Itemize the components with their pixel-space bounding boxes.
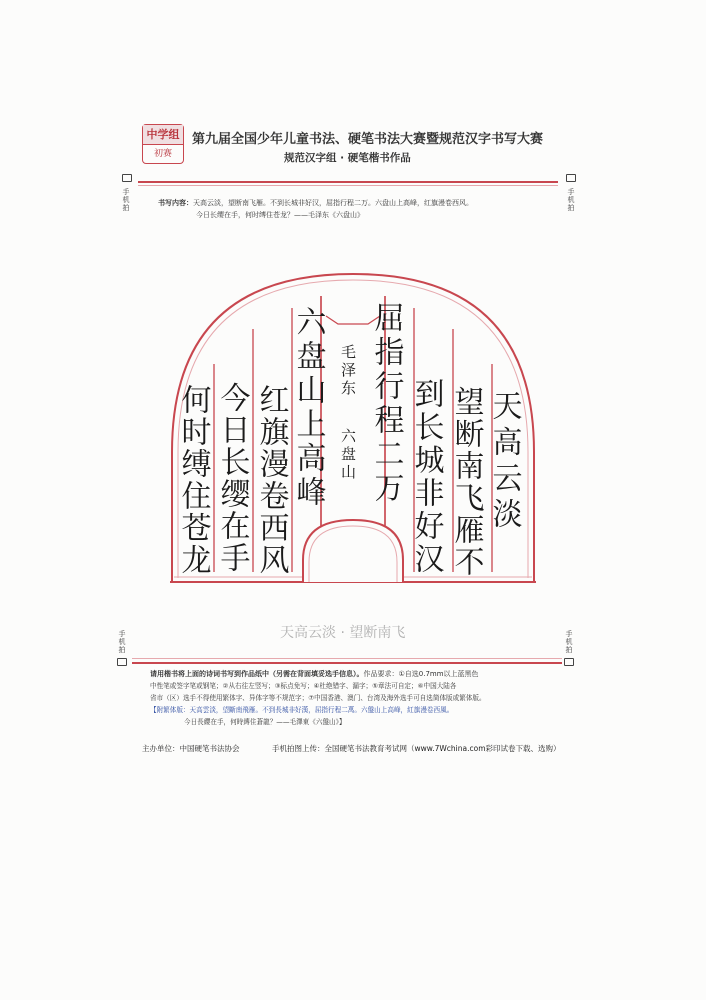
top-divider-thin: [138, 185, 558, 186]
column-text: 屈指行程二万: [368, 302, 404, 506]
column-text: 天高云淡: [486, 390, 522, 534]
poem-title-column: [336, 428, 360, 482]
requirements-line1: [150, 668, 570, 680]
bleed-through-text: 天高云淡 · 望断南飞: [280, 625, 406, 641]
column-text: 红旗漫卷西风: [253, 384, 289, 576]
poem-column-8: [175, 384, 211, 576]
poem-title: 六盘山: [339, 428, 357, 482]
camera-icon: [564, 658, 574, 666]
page-title: 第九届全国少年儿童书法、硬笔书法大赛暨规范汉字书写大赛: [192, 132, 544, 147]
requirements-line3: 省市（区）选手不得使用繁体字、异体字等不规范字；⑦中国香港、澳门、台湾及海外选手可自选简体版或繁体版。: [150, 694, 486, 702]
poem-column-4: [368, 302, 404, 506]
side-label-bottom-left: 手机拍: [118, 630, 126, 654]
camera-icon: [122, 174, 132, 182]
requirement-bold: 请用楷书将上面的诗词书写到作品纸中（另需在背面填妥选手信息）。: [150, 670, 364, 678]
author-name: 毛泽东: [339, 344, 357, 398]
poem-column-3: [408, 378, 444, 576]
page-subtitle: 规范汉字组 · 硬笔楷书作品: [284, 152, 411, 164]
requirement-rest: 作品要求：①自选0.7mm以上蓝黑色: [363, 670, 479, 678]
side-label-top-left: 手机拍: [122, 188, 130, 212]
upload-text: 手机拍图上传：全国硬笔书法教育考试网（www.7Wchina.com彩印试卷下载、选购）: [272, 744, 561, 753]
poem-column-1: [486, 390, 522, 534]
column-text: 何时缚住苍龙: [175, 384, 211, 576]
traditional-ref-line1: 【附繁体版：天高雲淡，望斷南飛雁。不到長城非好漢，屈指行程二萬。六盤山上高峰，紅旗漫卷西風。: [150, 706, 454, 714]
content-line2: 今日长缨在手，何时缚住苍龙？——毛泽东《六盘山》: [196, 211, 364, 219]
group-label: 中学组: [143, 125, 183, 144]
bottom-divider: [132, 662, 562, 664]
author-column: [336, 344, 360, 398]
top-divider: [138, 181, 558, 183]
camera-icon: [117, 658, 127, 666]
column-text: 到长城非好汉: [408, 378, 444, 576]
content-instructions: [158, 197, 558, 221]
organizer-text: 主办单位：中国硬笔书法协会: [142, 744, 240, 753]
traditional-ref-line2: 今日長纓在手，何時縛住蒼龍？——毛澤東《六盤山》】: [184, 718, 346, 726]
column-text: 今日长缨在手: [214, 382, 250, 574]
poem-column-2: [448, 386, 484, 578]
requirements-line2: 中性笔或签字笔或钢笔；②从右往左竖写；③标点免写；④杜绝错字、漏字；⑤章法可自定；⑥中国大陆各: [150, 682, 457, 690]
side-label-bottom-right: 手机拍: [565, 630, 573, 654]
side-label-top-right: 手机拍: [567, 188, 575, 212]
camera-icon: [566, 174, 576, 182]
poem-column-6: [253, 384, 289, 576]
bottom-divider-thin: [132, 658, 562, 659]
column-text: 望断南飞雁不: [448, 386, 484, 578]
column-text: 六盘山上高峰: [290, 306, 326, 510]
content-line1: 天高云淡，望断南飞雁。不到长城非好汉，屈指行程二万。六盘山上高峰，红旗漫卷西风。: [193, 199, 473, 207]
poem-column-5: [290, 306, 326, 510]
stage-label: 初赛: [143, 144, 183, 164]
requirements-block: [150, 668, 570, 728]
content-label: 书写内容：: [158, 199, 193, 207]
group-badge: [142, 124, 184, 164]
poem-column-7: [214, 382, 250, 574]
